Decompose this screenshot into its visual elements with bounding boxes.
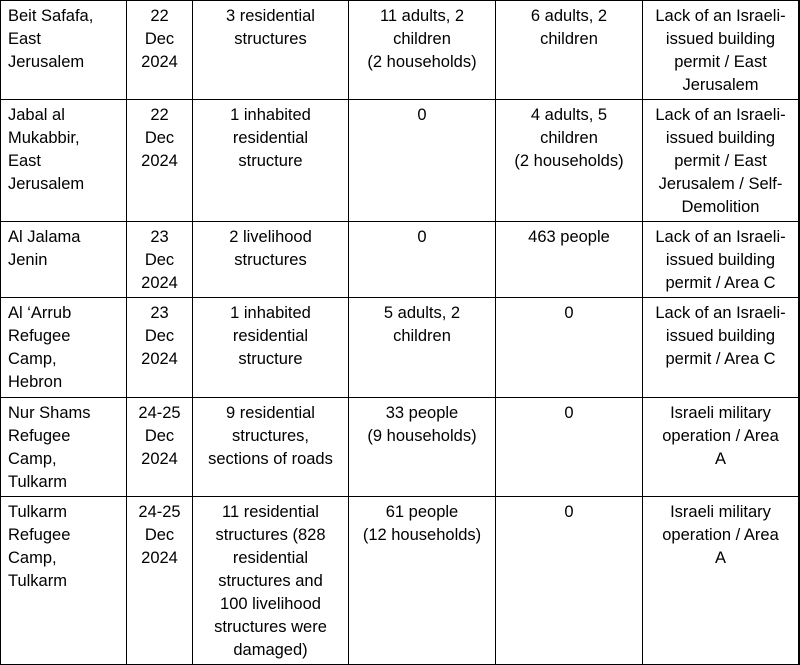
reason-cell: Israeli military operation / Area A	[643, 497, 800, 665]
structures-cell: 2 livelihood structures	[193, 222, 349, 298]
structures-cell: 1 inhabited residential structure	[193, 298, 349, 398]
location-cell: Nur Shams Refugee Camp, Tulkarm	[1, 398, 127, 497]
affected-cell: 0	[496, 497, 643, 665]
date-cell: 22 Dec 2024	[127, 1, 193, 100]
location-cell: Tulkarm Refugee Camp, Tulkarm	[1, 497, 127, 665]
reason-cell: Lack of an Israeli- issued building permit / Area C	[643, 222, 800, 298]
affected-cell: 4 adults, 5 children (2 households)	[496, 100, 643, 222]
date-cell: 24-25 Dec 2024	[127, 497, 193, 665]
location-cell: Jabal al Mukabbir, East Jerusalem	[1, 100, 127, 222]
date-cell: 23 Dec 2024	[127, 222, 193, 298]
affected-cell: 6 adults, 2 children	[496, 1, 643, 100]
table-row	[1, 222, 800, 298]
displaced-cell: 61 people (12 households)	[349, 497, 496, 665]
date-cell: 23 Dec 2024	[127, 298, 193, 398]
table-row	[1, 1, 800, 100]
reason-cell: Lack of an Israeli- issued building permit / Area C	[643, 298, 800, 398]
structures-cell: 11 residential structures (828 residential structures and 100 livelihood structures were damaged)	[193, 497, 349, 665]
table-row	[1, 497, 800, 665]
affected-cell: 0	[496, 298, 643, 398]
affected-cell: 0	[496, 398, 643, 497]
table-row	[1, 398, 800, 497]
displaced-cell: 0	[349, 222, 496, 298]
structures-cell: 9 residential structures, sections of roads	[193, 398, 349, 497]
displaced-cell: 0	[349, 100, 496, 222]
structures-cell: 3 residential structures	[193, 1, 349, 100]
date-cell: 24-25 Dec 2024	[127, 398, 193, 497]
reason-cell: Lack of an Israeli- issued building permit / East Jerusalem	[643, 1, 800, 100]
table-row	[1, 100, 800, 222]
displaced-cell: 33 people (9 households)	[349, 398, 496, 497]
location-cell: Al Jalama Jenin	[1, 222, 127, 298]
structures-cell: 1 inhabited residential structure	[193, 100, 349, 222]
location-cell: Beit Safafa, East Jerusalem	[1, 1, 127, 100]
table-row	[1, 298, 800, 398]
date-cell: 22 Dec 2024	[127, 100, 193, 222]
reason-cell: Israeli military operation / Area A	[643, 398, 800, 497]
displaced-cell: 5 adults, 2 children	[349, 298, 496, 398]
reason-cell: Lack of an Israeli- issued building permit / East Jerusalem / Self- Demolition	[643, 100, 800, 222]
location-cell: Al ‘Arrub Refugee Camp, Hebron	[1, 298, 127, 398]
displaced-cell: 11 adults, 2 children (2 households)	[349, 1, 496, 100]
affected-cell: 463 people	[496, 222, 643, 298]
